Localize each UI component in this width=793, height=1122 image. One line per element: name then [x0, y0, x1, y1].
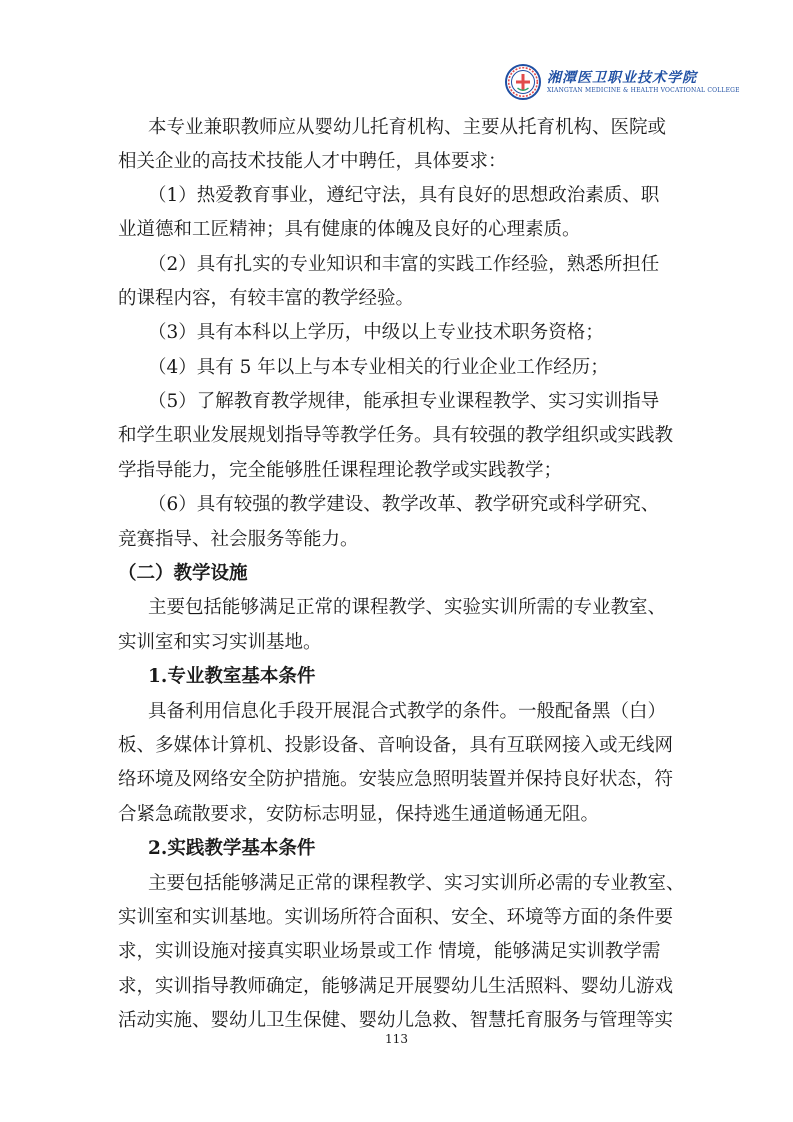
- text-line: （6）具有较强的教学建设、教学改革、教学研究或科学研究、: [148, 494, 660, 515]
- text-line: （2）具有扎实的专业知识和丰富的实践工作经验，熟悉所担任: [148, 254, 660, 275]
- text-line: 板、多媒体计算机、投影设备、音响设备，具有互联网接入或无线网: [118, 735, 674, 756]
- text-line: 主要包括能够满足正常的课程教学、实习实训所必需的专业教室、: [148, 873, 685, 894]
- page-number: 113: [385, 1032, 408, 1046]
- text-line: 求，实训指导教师确定，能够满足开展婴幼儿生活照料、婴幼儿游戏: [118, 976, 674, 997]
- text-line: 和学生职业发展规划指导等教学任务。具有较强的教学组织或实践教: [118, 425, 674, 446]
- text-line: 学指导能力，完全能够胜任课程理论教学或实践教学；: [118, 460, 563, 481]
- text-line: （3）具有本科以上学历，中级以上专业技术职务资格；: [148, 322, 604, 343]
- subsection-heading: 2.实践教学基本条件: [148, 838, 316, 859]
- college-seal-icon: [505, 64, 541, 100]
- text-line: 本专业兼职教师应从婴幼儿托育机构、主要从托育机构、医院或: [148, 117, 667, 138]
- text-line: 竞赛指导、社会服务等能力。: [118, 529, 359, 550]
- text-line: 络环境及网络安全防护措施。安装应急照明装置并保持良好状态，符: [118, 769, 674, 790]
- school-name: 湘潭医卫职业技术学院: [547, 70, 697, 86]
- text-line: （1）热爱教育事业，遵纪守法，具有良好的思想政治素质、职: [148, 185, 660, 206]
- section-heading: （二）教学设施: [118, 563, 248, 584]
- text-line: 具备利用信息化手段开展混合式教学的条件。一般配备黑（白）: [148, 701, 667, 722]
- text-line: 的课程内容，有较丰富的教学经验。: [118, 288, 415, 309]
- text-line: 活动实施、婴幼儿卫生保健、婴幼儿急救、智慧托育服务与管理等实: [118, 1010, 674, 1031]
- text-line: 求，实训设施对接真实职业场景或工作 情境，能够满足实训教学需: [118, 941, 661, 962]
- text-line: 实训室和实习实训基地。: [118, 632, 322, 653]
- school-name-en: XIANGTAN MEDICINE & HEALTH VOCATIONAL COLLEGE: [547, 87, 740, 94]
- text-line: （4）具有 5 年以上与本专业相关的行业企业工作经历；: [148, 357, 609, 378]
- text-line: 合紧急疏散要求，安防标志明显，保持逃生通道畅通无阻。: [118, 804, 600, 825]
- text-line: 相关企业的高技术技能人才中聘任，具体要求：: [118, 151, 507, 172]
- header-logo: [505, 62, 755, 102]
- text-line: （5）了解教育教学规律，能承担专业课程教学、实习实训指导: [148, 391, 660, 412]
- text-line: 实训室和实训基地。实训场所符合面积、安全、环境等方面的条件要: [118, 907, 674, 928]
- subsection-heading: 1.专业教室基本条件: [148, 666, 316, 687]
- text-line: 业道德和工匠精神；具有健康的体魄及良好的心理素质。: [118, 219, 581, 240]
- text-line: 主要包括能够满足正常的课程教学、实验实训所需的专业教室、: [148, 597, 667, 618]
